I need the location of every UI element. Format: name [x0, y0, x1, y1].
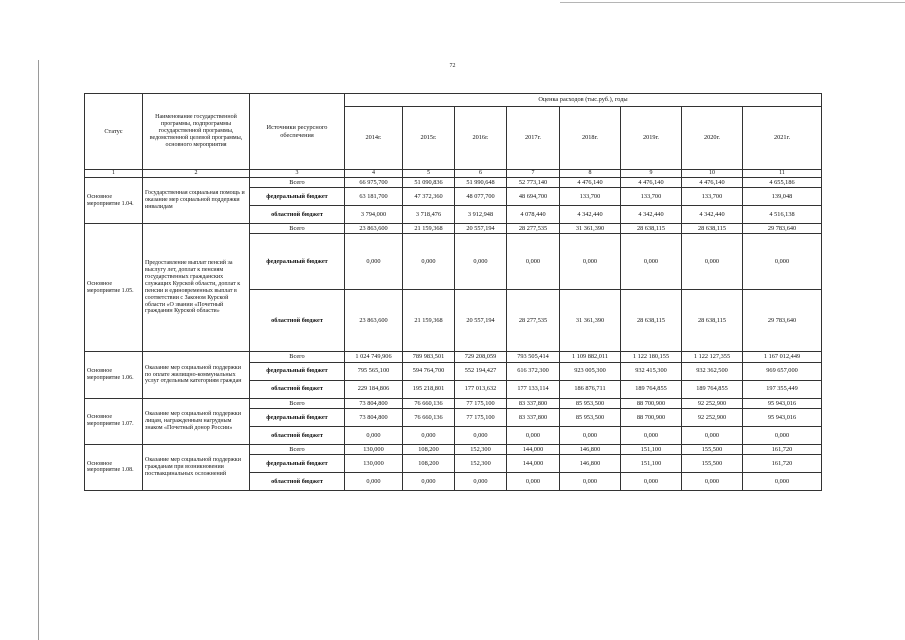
cell-amount: 73 804,800	[345, 408, 403, 426]
row-funding-source: федеральный бюджет	[250, 455, 345, 473]
cell-amount: 0,000	[560, 473, 621, 491]
cell-amount: 130,000	[345, 455, 403, 473]
cell-amount: 0,000	[455, 234, 507, 290]
cell-amount: 4 476,140	[621, 177, 682, 187]
scan-edge-line-top	[560, 2, 905, 3]
cell-amount: 923 005,300	[560, 362, 621, 380]
cell-amount: 0,000	[403, 426, 455, 444]
cell-amount: 28 638,115	[682, 224, 743, 234]
row-program-name: Оказание мер социальной поддержки лицам, награжденным нагрудным знаком «Почетный донор России»	[143, 398, 250, 444]
cell-amount: 85 953,500	[560, 408, 621, 426]
cell-amount: 76 660,136	[403, 398, 455, 408]
row-program-name: Государственная социальная помощь и оказание мер социальной поддержки инвалидам	[143, 177, 250, 223]
cell-amount: 4 342,440	[682, 206, 743, 224]
cell-amount: 92 252,900	[682, 408, 743, 426]
row-program-name: Оказание мер социальной поддержки гражданам при возникновении поствакцинальных осложнений	[143, 444, 250, 490]
cell-amount: 594 764,700	[403, 362, 455, 380]
column-number: 1	[85, 170, 143, 178]
cell-amount: 51 990,648	[455, 177, 507, 187]
cell-amount: 76 660,136	[403, 408, 455, 426]
header-year: 2016г.	[455, 107, 507, 170]
cell-amount: 151,100	[621, 455, 682, 473]
cell-amount: 63 181,700	[345, 188, 403, 206]
column-number: 10	[682, 170, 743, 178]
cell-amount: 0,000	[682, 426, 743, 444]
row-status: Основное мероприятие 1.07.	[85, 398, 143, 444]
cell-amount: 161,720	[743, 444, 822, 454]
cell-amount: 0,000	[560, 234, 621, 290]
cell-amount: 4 476,140	[682, 177, 743, 187]
row-status: Основное мероприятие 1.05.	[85, 224, 143, 352]
row-status: Основное мероприятие 1.04.	[85, 177, 143, 223]
cell-amount: 3 718,476	[403, 206, 455, 224]
cell-amount: 789 983,501	[403, 352, 455, 362]
cell-amount: 229 184,806	[345, 380, 403, 398]
cell-amount: 83 337,800	[507, 398, 560, 408]
cell-amount: 793 505,414	[507, 352, 560, 362]
cell-amount: 152,300	[455, 444, 507, 454]
row-funding-source: Всего	[250, 398, 345, 408]
cell-amount: 177 013,632	[455, 380, 507, 398]
row-funding-source: Всего	[250, 444, 345, 454]
cell-amount: 146,800	[560, 455, 621, 473]
row-funding-source: федеральный бюджет	[250, 188, 345, 206]
scan-edge-line	[38, 60, 39, 640]
cell-amount: 48 694,700	[507, 188, 560, 206]
cell-amount: 552 194,427	[455, 362, 507, 380]
row-funding-source: областной бюджет	[250, 380, 345, 398]
cell-amount: 1 122 127,355	[682, 352, 743, 362]
row-funding-source: Всего	[250, 224, 345, 234]
table-row	[85, 224, 822, 234]
cell-amount: 0,000	[403, 473, 455, 491]
cell-amount: 4 342,440	[560, 206, 621, 224]
cell-amount: 155,500	[682, 455, 743, 473]
table-row	[85, 177, 822, 187]
column-number: 4	[345, 170, 403, 178]
cell-amount: 4 342,440	[621, 206, 682, 224]
cell-amount: 0,000	[455, 426, 507, 444]
row-funding-source: федеральный бюджет	[250, 234, 345, 290]
table-row	[85, 398, 822, 408]
cell-amount: 28 638,115	[621, 290, 682, 352]
cell-amount: 28 277,535	[507, 224, 560, 234]
cell-amount: 0,000	[345, 473, 403, 491]
column-number: 7	[507, 170, 560, 178]
column-number: 8	[560, 170, 621, 178]
cell-amount: 95 943,016	[743, 408, 822, 426]
row-status: Основное мероприятие 1.08.	[85, 444, 143, 490]
header-source: Источники ресурсного обеспечения	[250, 94, 345, 170]
page-number: 72	[449, 63, 456, 69]
cell-amount: 108,200	[403, 444, 455, 454]
header-estimate: Оценка расходов (тыс.руб.), годы	[345, 94, 822, 107]
cell-amount: 31 361,390	[560, 224, 621, 234]
cell-amount: 177 133,114	[507, 380, 560, 398]
cell-amount: 23 863,600	[345, 290, 403, 352]
cell-amount: 144,000	[507, 455, 560, 473]
cell-amount: 20 557,194	[455, 290, 507, 352]
row-funding-source: областной бюджет	[250, 426, 345, 444]
cell-amount: 189 764,855	[682, 380, 743, 398]
cell-amount: 0,000	[507, 473, 560, 491]
cell-amount: 151,100	[621, 444, 682, 454]
cell-amount: 130,000	[345, 444, 403, 454]
cell-amount: 28 277,535	[507, 290, 560, 352]
column-number: 11	[743, 170, 822, 178]
cell-amount: 1 167 012,449	[743, 352, 822, 362]
column-number: 5	[403, 170, 455, 178]
budget-table	[84, 93, 822, 491]
row-funding-source: федеральный бюджет	[250, 408, 345, 426]
row-program-name: Оказание мер социальной поддержки по оплате жилищно-коммунальных услуг отдельным категориям граждан	[143, 352, 250, 398]
header-year: 2020г.	[682, 107, 743, 170]
cell-amount: 83 337,800	[507, 408, 560, 426]
row-funding-source: областной бюджет	[250, 473, 345, 491]
column-number: 3	[250, 170, 345, 178]
cell-amount: 152,300	[455, 455, 507, 473]
row-status: Основное мероприятие 1.06.	[85, 352, 143, 398]
cell-amount: 28 638,115	[682, 290, 743, 352]
cell-amount: 88 700,900	[621, 398, 682, 408]
cell-amount: 108,200	[403, 455, 455, 473]
cell-amount: 189 764,855	[621, 380, 682, 398]
cell-amount: 47 372,360	[403, 188, 455, 206]
table-row	[85, 352, 822, 362]
cell-amount: 0,000	[682, 234, 743, 290]
cell-amount: 95 943,016	[743, 398, 822, 408]
cell-amount: 20 557,194	[455, 224, 507, 234]
header-year: 2014г.	[345, 107, 403, 170]
cell-amount: 0,000	[621, 234, 682, 290]
cell-amount: 29 783,640	[743, 290, 822, 352]
header-year: 2017г.	[507, 107, 560, 170]
cell-amount: 0,000	[682, 473, 743, 491]
cell-amount: 932 362,500	[682, 362, 743, 380]
cell-amount: 146,800	[560, 444, 621, 454]
cell-amount: 48 077,700	[455, 188, 507, 206]
row-program-name: Предоставление выплат пенсий за выслугу лет, доплат к пенсиям государственных гражданских служащих Курской области, доплат к пенсии и единовременных выплат в соответствии с Законом Курской области «О звании «Почетный гражданин Курской области»	[143, 224, 250, 352]
cell-amount: 4 655,186	[743, 177, 822, 187]
cell-amount: 195 218,801	[403, 380, 455, 398]
cell-amount: 0,000	[621, 426, 682, 444]
cell-amount: 161,720	[743, 455, 822, 473]
cell-amount: 85 953,500	[560, 398, 621, 408]
header-year: 2021г.	[743, 107, 822, 170]
cell-amount: 133,700	[682, 188, 743, 206]
cell-amount: 133,700	[560, 188, 621, 206]
header-name: Наименование государственной программы, подпрограммы государственной программы, ведомственной целевой программы, основного мероприятия	[143, 94, 250, 170]
row-funding-source: областной бюджет	[250, 206, 345, 224]
cell-amount: 0,000	[743, 234, 822, 290]
cell-amount: 795 565,100	[345, 362, 403, 380]
row-funding-source: федеральный бюджет	[250, 362, 345, 380]
cell-amount: 0,000	[403, 234, 455, 290]
cell-amount: 92 252,900	[682, 398, 743, 408]
cell-amount: 21 159,368	[403, 224, 455, 234]
cell-amount: 0,000	[455, 473, 507, 491]
cell-amount: 4 516,138	[743, 206, 822, 224]
cell-amount: 3 912,948	[455, 206, 507, 224]
cell-amount: 77 175,100	[455, 398, 507, 408]
budget-table-body	[85, 177, 822, 490]
cell-amount: 88 700,900	[621, 408, 682, 426]
cell-amount: 144,000	[507, 444, 560, 454]
cell-amount: 4 078,440	[507, 206, 560, 224]
cell-amount: 133,700	[621, 188, 682, 206]
cell-amount: 0,000	[345, 426, 403, 444]
cell-amount: 729 208,059	[455, 352, 507, 362]
cell-amount: 616 372,300	[507, 362, 560, 380]
cell-amount: 0,000	[621, 473, 682, 491]
row-funding-source: Всего	[250, 177, 345, 187]
cell-amount: 28 638,115	[621, 224, 682, 234]
cell-amount: 0,000	[743, 426, 822, 444]
row-funding-source: областной бюджет	[250, 290, 345, 352]
cell-amount: 73 804,800	[345, 398, 403, 408]
column-number: 9	[621, 170, 682, 178]
header-year: 2018г.	[560, 107, 621, 170]
header-year: 2019г.	[621, 107, 682, 170]
cell-amount: 0,000	[743, 473, 822, 491]
cell-amount: 3 794,000	[345, 206, 403, 224]
cell-amount: 4 476,140	[560, 177, 621, 187]
cell-amount: 31 361,390	[560, 290, 621, 352]
header-year: 2015г.	[403, 107, 455, 170]
cell-amount: 1 109 882,011	[560, 352, 621, 362]
cell-amount: 29 783,640	[743, 224, 822, 234]
cell-amount: 1 122 180,155	[621, 352, 682, 362]
cell-amount: 23 863,600	[345, 224, 403, 234]
cell-amount: 932 415,300	[621, 362, 682, 380]
cell-amount: 0,000	[345, 234, 403, 290]
cell-amount: 21 159,368	[403, 290, 455, 352]
column-number: 2	[143, 170, 250, 178]
cell-amount: 139,048	[743, 188, 822, 206]
cell-amount: 155,500	[682, 444, 743, 454]
table-row	[85, 444, 822, 454]
cell-amount: 77 175,100	[455, 408, 507, 426]
cell-amount: 186 876,711	[560, 380, 621, 398]
cell-amount: 51 090,836	[403, 177, 455, 187]
cell-amount: 0,000	[560, 426, 621, 444]
cell-amount: 969 657,000	[743, 362, 822, 380]
cell-amount: 66 975,700	[345, 177, 403, 187]
column-number: 6	[455, 170, 507, 178]
cell-amount: 197 355,449	[743, 380, 822, 398]
cell-amount: 0,000	[507, 234, 560, 290]
cell-amount: 1 024 749,906	[345, 352, 403, 362]
row-funding-source: Всего	[250, 352, 345, 362]
cell-amount: 0,000	[507, 426, 560, 444]
header-status: Статус	[85, 94, 143, 170]
column-number-row	[85, 170, 822, 178]
cell-amount: 52 773,140	[507, 177, 560, 187]
